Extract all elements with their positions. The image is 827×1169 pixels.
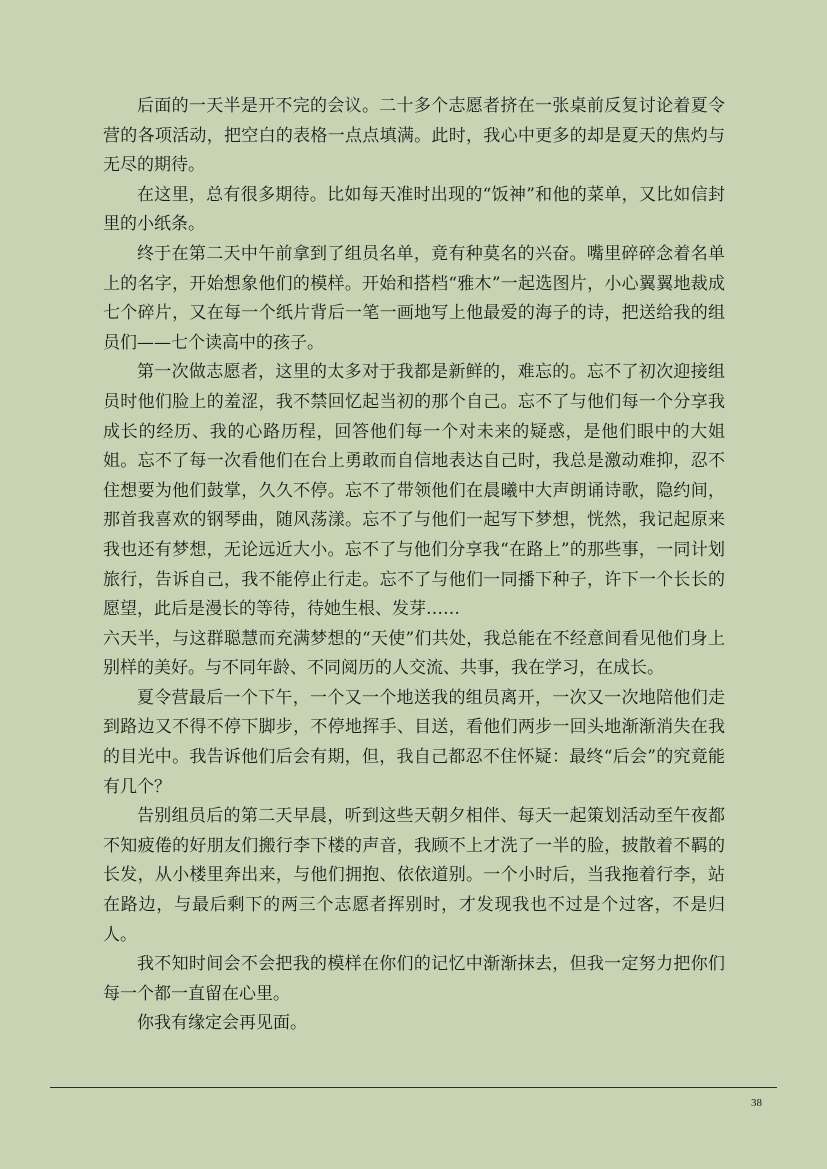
paragraph: 终于在第二天中午前拿到了组员名单，竟有种莫名的兴奋。嘴里碎碎念着名单上的名字，开始想象他们的模样。开始和搭档“雅木”一起选图片，小心翼翼地裁成七个碎片，又在每一个纸片背后一笔一画地写上他最爱的海子的诗，把送给我的组员们——七个读高中的孩子。 xyxy=(103,243,725,353)
paragraph: 我不知时间会不会把我的模样在你们的记忆中渐渐抹去，但我一定努力把你们每一个都一直留在心里。 xyxy=(103,954,725,1004)
paragraph: 告别组员后的第二天早晨，听到这些天朝夕相伴、每天一起策划活动至午夜都不知疲倦的好朋友们搬行李下楼的声音，我顾不上才洗了一半的脸，披散着不羁的长发，从小楼里奔出来，与他们拥抱、依依道别。一个小时后，当我拖着行李，站在路边，与最后剩下的两三个志愿者挥别时，才发现我也不过是个过客，不是归人。 xyxy=(103,806,725,945)
paragraph: 夏令营最后一个下午，一个又一个地送我的组员离开，一次又一次地陪他们走到路边又不得不停下脚步，不停地挥手、目送，看他们两步一回头地渐渐消失在我的目光中。我告诉他们后会有期，但，我自己都忍不住怀疑：最终“后会”的究竟能有几个？ xyxy=(103,687,725,797)
page-number: 38 xyxy=(751,1097,762,1109)
paragraph: 在这里，总有很多期待。比如每天准时出现的“饭神”和他的菜单，又比如信封里的小纸条。 xyxy=(103,184,725,235)
paragraph: 六天半，与这群聪慧而充满梦想的“天使”们共处，我总能在不经意间看见他们身上别样的美好。与不同年龄、不同阅历的人交流、共事，我在学习，在成长。 xyxy=(103,628,725,679)
document-body xyxy=(103,92,725,1039)
footer-divider xyxy=(50,1087,777,1088)
paragraph: 你我有缘定会再见面。 xyxy=(137,1013,307,1034)
paragraph: 后面的一天半是开不完的会议。二十多个志愿者挤在一张桌前反复讨论着夏令营的各项活动，把空白的表格一点点填满。此时，我心中更多的却是夏天的焦灼与无尽的期待。 xyxy=(103,96,725,176)
paragraph: 第一次做志愿者，这里的太多对于我都是新鲜的，难忘的。忘不了初次迎接组员时他们脸上的羞涩，我不禁回忆起当初的那个自己。忘不了与他们每一个分享我成长的经历、我的心路历程，回答他们每一个对未来的疑惑，是他们眼中的大姐姐。忘不了每一次看他们在台上勇敢而自信地表达自己时，我总是激动难抑，忍不住想要为他们鼓掌，久久不停。忘不了带领他们在晨曦中大声朗诵诗歌，隐约间，那首我喜欢的钢琴曲，随风荡漾。忘不了与他们一起写下梦想，恍然，我记起原来我也还有梦想，无论远近大小。忘不了与他们分享我“在路上”的那些事，一同计划旅行，告诉自己，我不能停止行走。忘不了与他们一同播下种子，许下一个长长的愿望，此后是漫长的等待，待她生根、发芽…… xyxy=(103,362,725,620)
